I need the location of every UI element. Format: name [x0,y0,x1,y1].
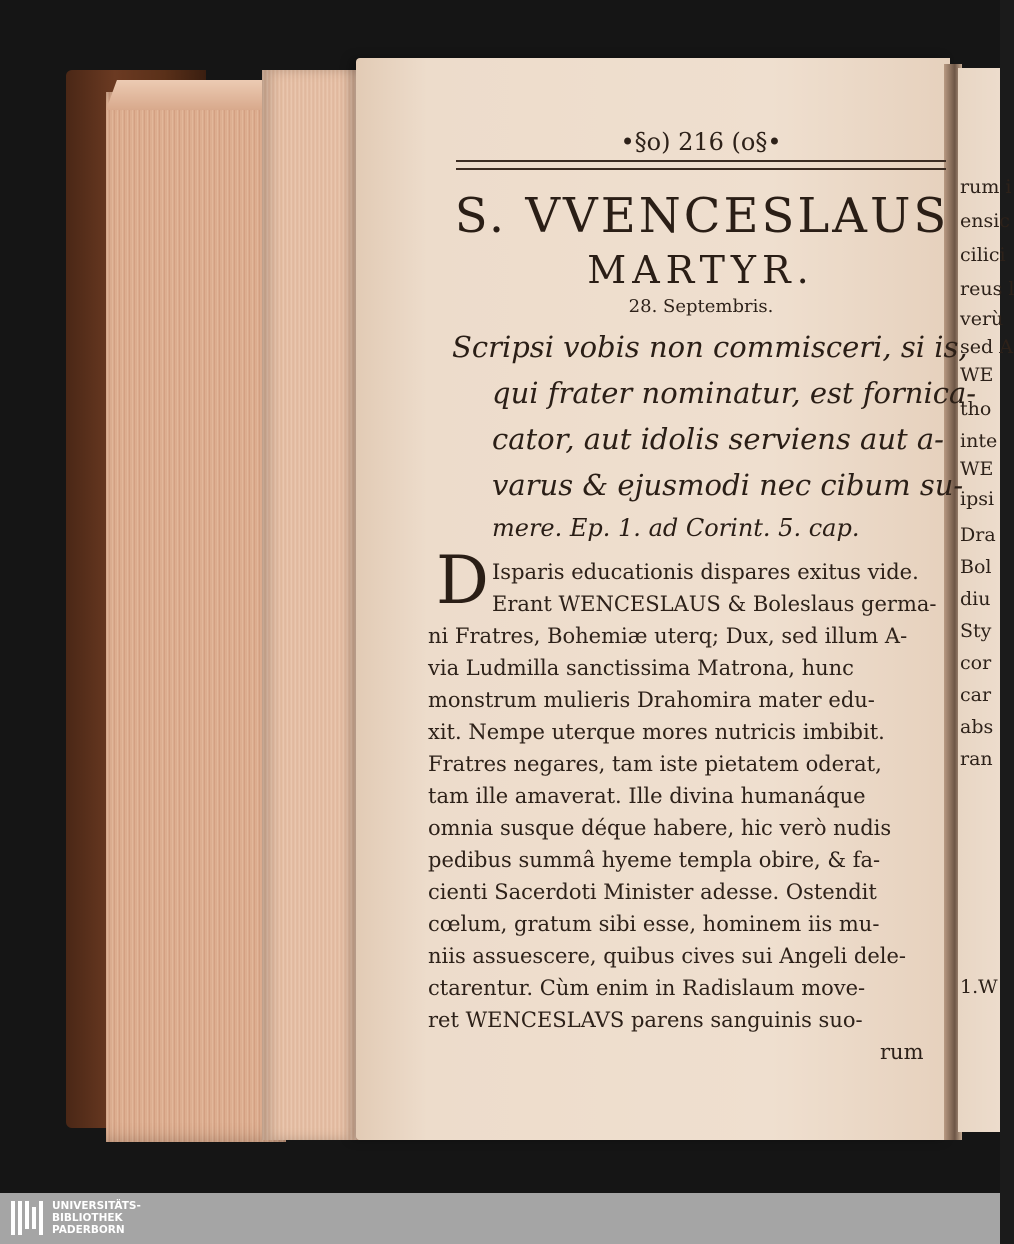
drop-cap: D [436,542,489,619]
next-page-line: cilici [960,244,1006,266]
body-line: pedibus summâ hyeme templa obire, & fa- [428,848,881,872]
page-title: S. VVENCESLAUS [454,188,950,244]
quote-line: Scripsi vobis non commisceri, si is, [452,330,968,364]
next-page-line: inte [960,430,998,452]
library-footer [0,1193,1000,1244]
next-page-line: ipsi [960,488,995,510]
body-line: ni Fratres, Bohemiæ uterq; Dux, sed illum A- [428,624,908,648]
library-name-line: PADERBORN [52,1224,125,1236]
next-page-line: WE [960,458,994,480]
quote-line: mere. Ep. 1. ad Corint. 5. cap. [492,514,860,542]
next-page-line: car [960,684,992,706]
next-page-line: Dra [960,524,996,546]
next-page-line: ensic [960,210,1010,232]
body-line: via Ludmilla sanctissima Matrona, hunc [428,656,854,680]
body-line: ctarentur. Cùm enim in Radislaum move- [428,976,866,1000]
library-logo-icon [10,1199,44,1237]
quote-line: cator, aut idolis serviens aut a- [492,422,944,456]
next-page-line: sed A [960,336,1013,358]
quote-line: varus & ejusmodi nec cibum su- [492,468,964,502]
page-header: •§o) 216 (o§• [620,128,782,156]
book-fore-edge [106,92,286,1142]
next-page-line: verù [960,308,1004,330]
body-line: niis assuescere, quibus cives sui Angeli dele- [428,944,907,968]
next-page-line: tho [960,398,992,420]
body-line: cœlum, gratum sibi esse, hominem iis mu- [428,912,880,936]
body-line: omnia susque déque habere, hic verò nudis [428,816,892,840]
quote-line: qui frater nominatur, est fornica- [492,376,977,410]
header-rule [456,160,946,170]
body-line: Fratres negares, tam iste pietatem oderat, [428,752,882,776]
next-page-line: ran [960,748,993,770]
body-line: tam ille amaverat. Ille divina humanáque [428,784,866,808]
library-name-line: BIBLIOTHEK [52,1212,123,1224]
next-page-line: cor [960,652,992,674]
next-page-line: abs [960,716,994,738]
page-subtitle: MARTYR. [587,248,815,292]
body-line: ret WENCESLAVS parens sanguinis suo- [428,1008,863,1032]
next-page-line: rum i [960,176,1012,198]
library-name-line: UNIVERSITÄTS- [52,1200,141,1212]
next-page-line: reus l [960,278,1014,300]
body-line: Erant WENCESLAUS & Boleslaus germa- [492,592,937,616]
next-page-line: diu [960,588,991,610]
catchword: rum [880,1040,924,1064]
next-page-line: Sty [960,620,992,642]
library-name [52,1200,141,1236]
next-page-line: Bol [960,556,992,578]
body-line: xit. Nempe uterque mores nutricis imbibit. [428,720,885,744]
body-line: cienti Sacerdoti Minister adesse. Ostendit [428,880,877,904]
right-page-fragment [958,68,1014,1132]
next-page-line: 1.W [960,976,998,998]
feast-date: 28. Septembris. [628,296,774,317]
body-line: monstrum mulieris Drahomira mater edu- [428,688,875,712]
body-line: Isparis educationis dispares exitus vide. [492,560,919,584]
next-page-line: WE [960,364,994,386]
